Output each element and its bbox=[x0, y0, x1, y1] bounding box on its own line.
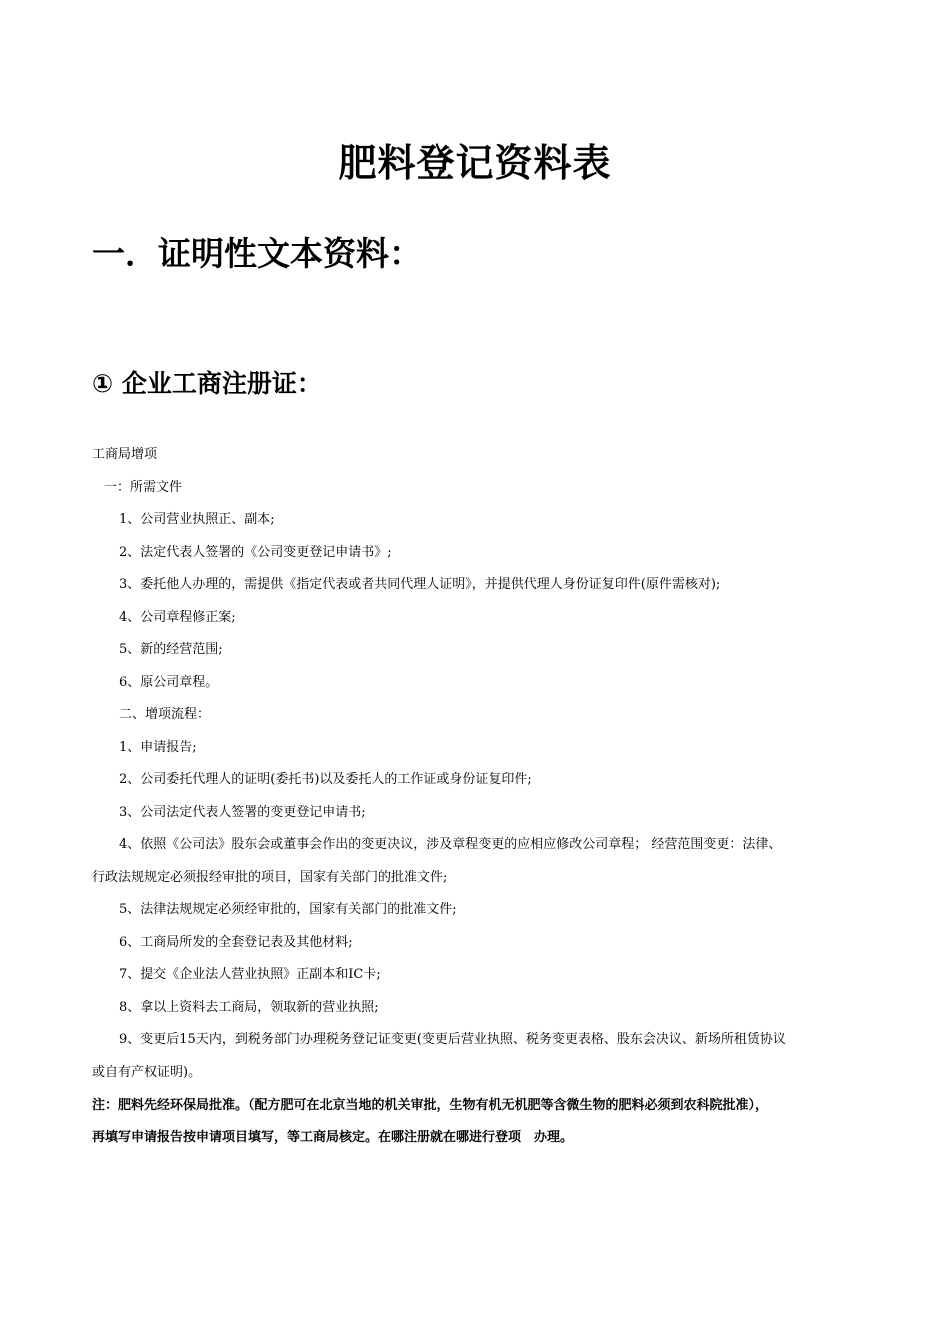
list-item: 7、提交《企业法人营业执照》正副本和IC卡; bbox=[119, 967, 381, 982]
section-heading: 一．证明性文本资料： bbox=[92, 234, 422, 273]
list-item-continuation: 行政法规规定必须报经审批的项目，国家有关部门的批准文件; bbox=[92, 870, 448, 885]
list-item: 6、原公司章程。 bbox=[119, 675, 219, 690]
document-title: 肥料登记资料表 bbox=[338, 141, 612, 185]
note-line: 注：肥料先经环保局批准。（配方肥可在北京当地的机关审批，生物有机无机肥等含微生物的肥料必须到农科院批准）， bbox=[92, 1098, 769, 1113]
list-item: 4、公司章程修正案; bbox=[119, 610, 236, 625]
list-item: 5、新的经营范围; bbox=[119, 642, 223, 657]
list-item: 5、法律法规规定必须经审批的，国家有关部门的批准文件; bbox=[119, 902, 457, 917]
list-item: 4、依照《公司法》股东会或董事会作出的变更决议，涉及章程变更的应相应修改公司章程； 经营范围变更：法律、 bbox=[119, 837, 782, 852]
intro-text: 工商局增项 bbox=[92, 447, 158, 462]
list-item: 9、变更后15天内，到税务部门办理税务登记证变更(变更后营业执照、税务变更表格、股东会决议、新场所租赁协议 bbox=[119, 1032, 786, 1047]
list-item: 2、公司委托代理人的证明(委托书)以及委托人的工作证或身份证复印件; bbox=[119, 772, 532, 787]
list-item: 6、工商局所发的全套登记表及其他材料; bbox=[119, 935, 353, 950]
part2-heading: 二、增项流程： bbox=[119, 707, 211, 722]
list-item: 8、拿以上资料去工商局，领取新的营业执照; bbox=[119, 1000, 379, 1015]
list-item: 3、委托他人办理的，需提供《指定代表或者共同代理人证明》，并提供代理人身份证复印件(原件需核对); bbox=[119, 577, 721, 592]
list-item-continuation: 或自有产权证明)。 bbox=[92, 1065, 202, 1080]
subsection-heading: ① 企业工商注册证： bbox=[92, 369, 322, 398]
list-item: 1、公司营业执照正、副本; bbox=[119, 512, 275, 527]
list-item: 3、公司法定代表人签署的变更登记申请书; bbox=[119, 805, 366, 820]
list-item: 1、申请报告; bbox=[119, 740, 197, 755]
part1-heading: 一：所需文件 bbox=[104, 480, 183, 495]
list-item: 2、法定代表人签署的《公司变更登记申请书》; bbox=[119, 545, 392, 560]
note-line: 再填写申请报告按申请项目填写，等工商局核定。在哪注册就在哪进行登项 办理。 bbox=[92, 1130, 574, 1145]
